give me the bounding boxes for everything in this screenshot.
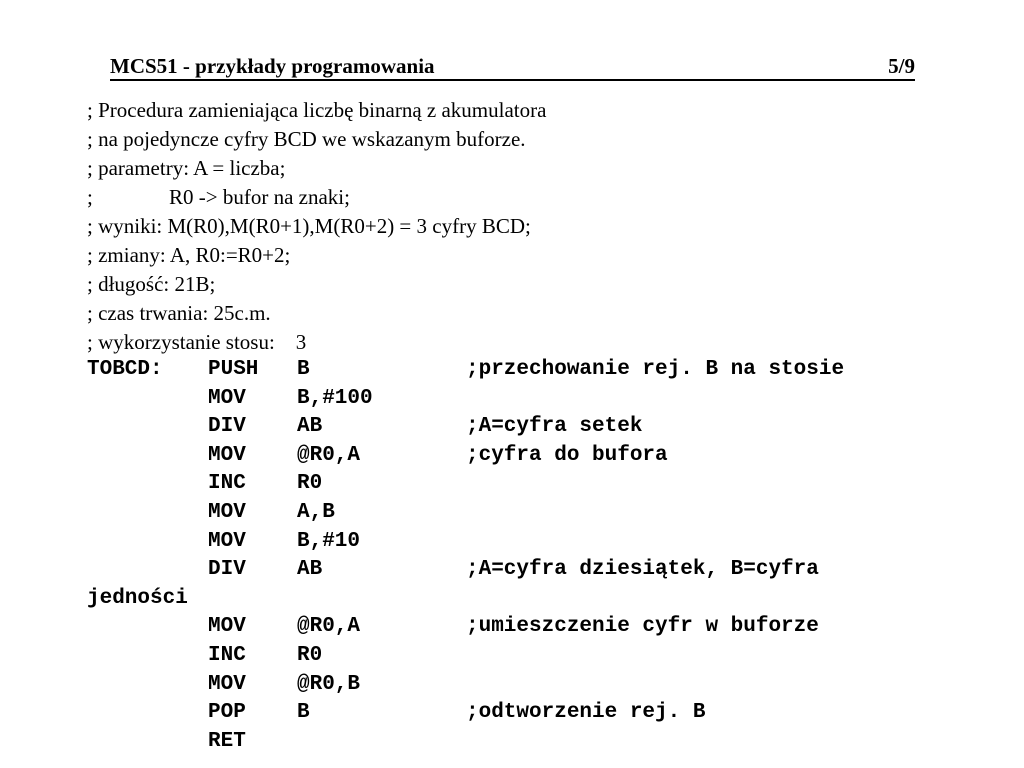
comment-line <box>87 125 546 154</box>
code-operand: B,#100 <box>297 386 373 410</box>
code-comment: ;przechowanie rej. B na stosie <box>466 358 845 381</box>
code-operand: B <box>297 358 310 381</box>
code-mnemonic: INC <box>208 643 246 667</box>
comment-line <box>87 212 546 241</box>
code-mnemonic: INC <box>208 472 246 496</box>
code-operand: A,B <box>297 500 335 524</box>
code-mnemonic: MOV <box>208 529 246 553</box>
code-mnemonic: DIV <box>208 558 246 582</box>
comment-line <box>87 241 546 270</box>
code-label: TOBCD: <box>87 358 163 381</box>
code-mnemonic: MOV <box>208 386 246 410</box>
code-operand: R0 <box>297 472 323 496</box>
code-mnemonic: POP <box>208 701 246 725</box>
code-comment: ;umieszczenie cyfr w buforze <box>466 615 819 639</box>
comment-line <box>87 154 546 183</box>
page-header <box>110 53 915 81</box>
code-comment: ;A=cyfra dziesiątek, B=cyfra <box>466 558 819 582</box>
code-comment: ;odtworzenie rej. B <box>466 701 706 725</box>
code-operand: AB <box>297 415 323 439</box>
page-number: 5/9 <box>888 54 915 78</box>
comment-text: ; długość: 21B; <box>87 272 216 296</box>
procedure-description <box>87 96 546 357</box>
comment-text: ; <box>87 185 93 209</box>
code-comment: ;A=cyfra setek <box>466 415 643 439</box>
code-mnemonic: RET <box>208 729 246 753</box>
code-operand: @R0,A <box>297 615 361 639</box>
code-mnemonic: MOV <box>208 615 246 639</box>
comment-text: ; na pojedyncze cyfry BCD we wskazanym buforze. <box>87 127 526 151</box>
comment-line <box>87 96 546 125</box>
code-comment: ;cyfra do bufora <box>466 443 668 467</box>
code-mnemonic: PUSH <box>208 358 259 381</box>
code-operand: B <box>297 701 310 725</box>
code-operand: @R0,A <box>297 443 361 467</box>
code-operand: R0 <box>297 643 323 667</box>
comment-text: ; zmiany: A, R0:=R0+2; <box>87 243 291 267</box>
comment-text: ; wykorzystanie stosu: 3 <box>87 330 307 354</box>
code-mnemonic: MOV <box>208 443 246 467</box>
code-mnemonic: MOV <box>208 500 246 524</box>
comment-text: ; wyniki: M(R0),M(R0+1),M(R0+2) = 3 cyfry BCD; <box>87 214 531 238</box>
comment-line <box>87 328 546 357</box>
comment-line <box>87 270 546 299</box>
code-operand: B,#10 <box>297 529 361 553</box>
comment-text: R0 -> bufor na znaki; <box>169 185 350 209</box>
code-operand: @R0,B <box>297 672 361 696</box>
comment-text: ; Procedura zamieniająca liczbę binarną z akumulatora <box>87 98 547 122</box>
code-mnemonic: DIV <box>208 415 246 439</box>
comment-text: ; czas trwania: 25c.m. <box>87 301 271 325</box>
code-label: jedności <box>87 586 188 610</box>
comment-text: ; parametry: A = liczba; <box>87 156 286 180</box>
page-title: MCS51 - przykłady programowania <box>110 54 435 78</box>
code-operand: AB <box>297 558 323 582</box>
comment-line <box>87 183 546 212</box>
comment-line <box>87 299 546 328</box>
code-mnemonic: MOV <box>208 672 246 696</box>
